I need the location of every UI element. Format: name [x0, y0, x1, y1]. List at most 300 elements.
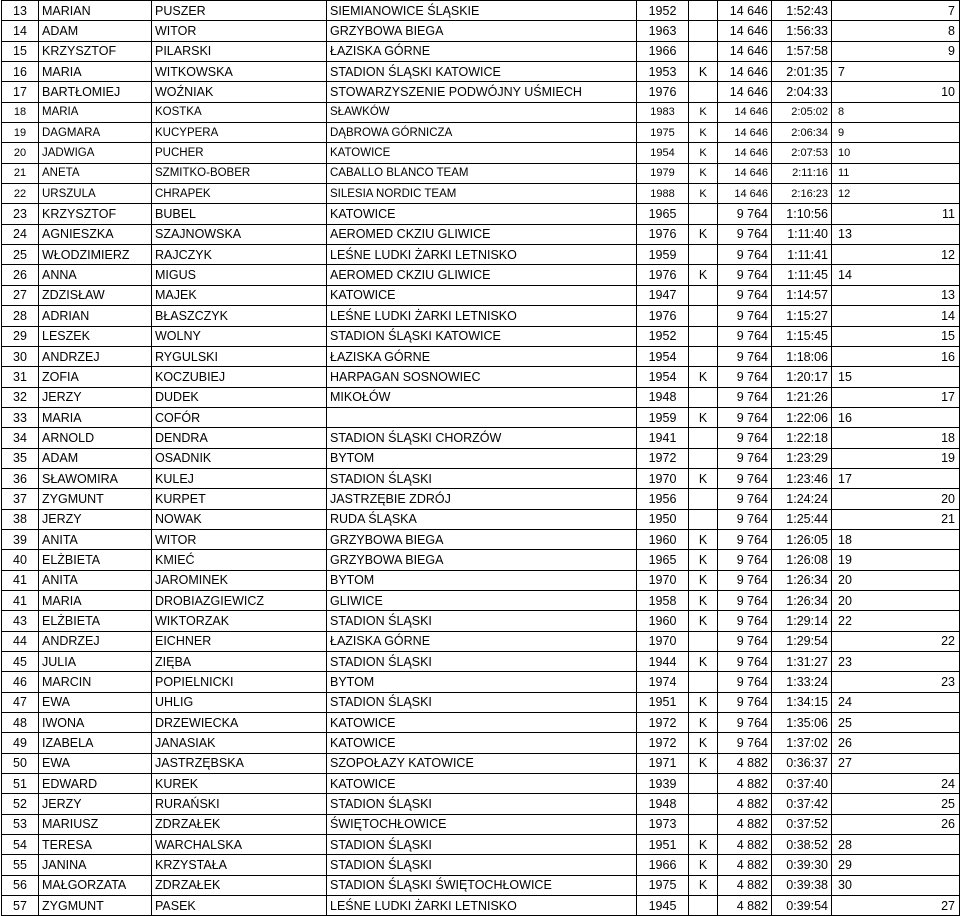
first-name-cell: ELŻBIETA: [39, 611, 152, 631]
place-cell: 56: [2, 875, 39, 895]
table-row: [2, 611, 960, 631]
table-row: [2, 753, 960, 773]
category-rank-cell: 29: [832, 855, 960, 875]
distance-cell: 14 646: [718, 82, 772, 102]
distance-cell: 9 764: [718, 570, 772, 590]
last-name-cell: PILARSKI: [152, 41, 327, 61]
category-rank-cell: 27: [832, 896, 960, 916]
first-name-cell: AGNIESZKA: [39, 224, 152, 244]
distance-cell: 14 646: [718, 1, 772, 21]
last-name-cell: MAJEK: [152, 285, 327, 305]
last-name-cell: KULEJ: [152, 468, 327, 488]
first-name-cell: ANDRZEJ: [39, 631, 152, 651]
club-cell: STADION ŚLĄSKI: [327, 468, 637, 488]
sex-cell: K: [689, 123, 718, 143]
category-rank-cell: 25: [832, 713, 960, 733]
distance-cell: 4 882: [718, 855, 772, 875]
sex-cell: K: [689, 611, 718, 631]
sex-cell: K: [689, 184, 718, 204]
sex-cell: [689, 82, 718, 102]
distance-cell: 9 764: [718, 672, 772, 692]
club-cell: AEROMED CKZIU GLIWICE: [327, 224, 637, 244]
last-name-cell: WIKTORZAK: [152, 611, 327, 631]
sex-cell: K: [689, 62, 718, 82]
club-cell: ŁAZISKA GÓRNE: [327, 631, 637, 651]
club-cell: RUDA ŚLĄSKA: [327, 509, 637, 529]
first-name-cell: TERESA: [39, 835, 152, 855]
place-cell: 22: [2, 184, 39, 204]
distance-cell: 9 764: [718, 204, 772, 224]
category-rank-cell: 9: [832, 41, 960, 61]
birth-year-cell: 1976: [637, 224, 689, 244]
sex-cell: K: [689, 835, 718, 855]
birth-year-cell: 1950: [637, 509, 689, 529]
birth-year-cell: 1944: [637, 652, 689, 672]
category-rank-cell: 23: [832, 652, 960, 672]
table-row: [2, 692, 960, 712]
category-rank-cell: 19: [832, 550, 960, 570]
category-rank-cell: 19: [832, 448, 960, 468]
place-cell: 19: [2, 123, 39, 143]
place-cell: 18: [2, 102, 39, 122]
sex-cell: [689, 428, 718, 448]
time-cell: 1:22:18: [772, 428, 832, 448]
place-cell: 14: [2, 21, 39, 41]
first-name-cell: MARIAN: [39, 1, 152, 21]
table-row: [2, 387, 960, 407]
time-cell: 0:39:38: [772, 875, 832, 895]
birth-year-cell: 1979: [637, 163, 689, 183]
distance-cell: 9 764: [718, 265, 772, 285]
birth-year-cell: 1965: [637, 550, 689, 570]
first-name-cell: SŁAWOMIRA: [39, 468, 152, 488]
first-name-cell: MARIA: [39, 407, 152, 427]
club-cell: KATOWICE: [327, 733, 637, 753]
birth-year-cell: 1970: [637, 631, 689, 651]
time-cell: 1:52:43: [772, 1, 832, 21]
place-cell: 25: [2, 245, 39, 265]
distance-cell: 9 764: [718, 692, 772, 712]
sex-cell: [689, 794, 718, 814]
place-cell: 20: [2, 143, 39, 163]
category-rank-cell: 26: [832, 733, 960, 753]
distance-cell: 9 764: [718, 387, 772, 407]
first-name-cell: JULIA: [39, 652, 152, 672]
results-body: [2, 1, 960, 916]
last-name-cell: CHRAPEK: [152, 184, 327, 204]
last-name-cell: JASTRZĘBSKA: [152, 753, 327, 773]
category-rank-cell: 16: [832, 407, 960, 427]
first-name-cell: IWONA: [39, 713, 152, 733]
results-table: [1, 0, 960, 916]
time-cell: 1:22:06: [772, 407, 832, 427]
place-cell: 47: [2, 692, 39, 712]
first-name-cell: BARTŁOMIEJ: [39, 82, 152, 102]
place-cell: 52: [2, 794, 39, 814]
distance-cell: 9 764: [718, 285, 772, 305]
table-row: [2, 509, 960, 529]
place-cell: 27: [2, 285, 39, 305]
last-name-cell: PASEK: [152, 896, 327, 916]
time-cell: 1:26:05: [772, 529, 832, 549]
distance-cell: 9 764: [718, 468, 772, 488]
club-cell: DĄBROWA GÓRNICZA: [327, 123, 637, 143]
category-rank-cell: 17: [832, 387, 960, 407]
distance-cell: 14 646: [718, 143, 772, 163]
birth-year-cell: 1956: [637, 489, 689, 509]
sex-cell: [689, 448, 718, 468]
last-name-cell: RAJCZYK: [152, 245, 327, 265]
first-name-cell: KRZYSZTOF: [39, 41, 152, 61]
table-row: [2, 550, 960, 570]
birth-year-cell: 1948: [637, 387, 689, 407]
last-name-cell: SZMITKO-BOBER: [152, 163, 327, 183]
time-cell: 1:57:58: [772, 41, 832, 61]
distance-cell: 9 764: [718, 529, 772, 549]
category-rank-cell: 21: [832, 509, 960, 529]
first-name-cell: MARCIN: [39, 672, 152, 692]
club-cell: [327, 407, 637, 427]
table-row: [2, 346, 960, 366]
club-cell: SŁAWKÓW: [327, 102, 637, 122]
club-cell: CABALLO BLANCO TEAM: [327, 163, 637, 183]
distance-cell: 9 764: [718, 611, 772, 631]
time-cell: 1:24:24: [772, 489, 832, 509]
first-name-cell: ZOFIA: [39, 367, 152, 387]
time-cell: 1:18:06: [772, 346, 832, 366]
last-name-cell: RURAŃSKI: [152, 794, 327, 814]
sex-cell: [689, 489, 718, 509]
first-name-cell: JADWIGA: [39, 143, 152, 163]
time-cell: 1:11:40: [772, 224, 832, 244]
category-rank-cell: 24: [832, 692, 960, 712]
time-cell: 1:31:27: [772, 652, 832, 672]
table-row: [2, 285, 960, 305]
table-row: [2, 713, 960, 733]
birth-year-cell: 1945: [637, 896, 689, 916]
place-cell: 33: [2, 407, 39, 427]
category-rank-cell: 18: [832, 428, 960, 448]
sex-cell: [689, 41, 718, 61]
club-cell: BYTOM: [327, 448, 637, 468]
sex-cell: K: [689, 143, 718, 163]
category-rank-cell: 28: [832, 835, 960, 855]
sex-cell: K: [689, 692, 718, 712]
birth-year-cell: 1976: [637, 82, 689, 102]
table-row: [2, 896, 960, 916]
sex-cell: [689, 672, 718, 692]
sex-cell: [689, 326, 718, 346]
birth-year-cell: 1975: [637, 875, 689, 895]
category-rank-cell: 15: [832, 367, 960, 387]
table-row: [2, 1, 960, 21]
club-cell: STADION ŚLĄSKI: [327, 652, 637, 672]
distance-cell: 9 764: [718, 550, 772, 570]
table-row: [2, 143, 960, 163]
club-cell: ŁAZISKA GÓRNE: [327, 41, 637, 61]
category-rank-cell: 16: [832, 346, 960, 366]
birth-year-cell: 1983: [637, 102, 689, 122]
last-name-cell: COFÓR: [152, 407, 327, 427]
last-name-cell: DRZEWIECKA: [152, 713, 327, 733]
birth-year-cell: 1960: [637, 611, 689, 631]
last-name-cell: JANASIAK: [152, 733, 327, 753]
last-name-cell: KUREK: [152, 774, 327, 794]
table-row: [2, 672, 960, 692]
place-cell: 41: [2, 570, 39, 590]
time-cell: 1:11:41: [772, 245, 832, 265]
last-name-cell: DUDEK: [152, 387, 327, 407]
birth-year-cell: 1966: [637, 41, 689, 61]
last-name-cell: WARCHALSKA: [152, 835, 327, 855]
sex-cell: K: [689, 529, 718, 549]
first-name-cell: MAŁGORZATA: [39, 875, 152, 895]
time-cell: 2:06:34: [772, 123, 832, 143]
birth-year-cell: 1975: [637, 123, 689, 143]
birth-year-cell: 1958: [637, 590, 689, 610]
club-cell: GLIWICE: [327, 590, 637, 610]
distance-cell: 4 882: [718, 774, 772, 794]
first-name-cell: MARIUSZ: [39, 814, 152, 834]
club-cell: LEŚNE LUDKI ŻARKI LETNISKO: [327, 245, 637, 265]
distance-cell: 9 764: [718, 509, 772, 529]
distance-cell: 9 764: [718, 631, 772, 651]
birth-year-cell: 1963: [637, 21, 689, 41]
distance-cell: 4 882: [718, 794, 772, 814]
first-name-cell: ANITA: [39, 529, 152, 549]
table-row: [2, 794, 960, 814]
place-cell: 13: [2, 1, 39, 21]
table-row: [2, 367, 960, 387]
birth-year-cell: 1972: [637, 733, 689, 753]
first-name-cell: DAGMARA: [39, 123, 152, 143]
distance-cell: 9 764: [718, 428, 772, 448]
birth-year-cell: 1951: [637, 835, 689, 855]
birth-year-cell: 1960: [637, 529, 689, 549]
time-cell: 1:10:56: [772, 204, 832, 224]
sex-cell: [689, 631, 718, 651]
category-rank-cell: 22: [832, 631, 960, 651]
last-name-cell: EICHNER: [152, 631, 327, 651]
last-name-cell: OSADNIK: [152, 448, 327, 468]
club-cell: KATOWICE: [327, 774, 637, 794]
table-row: [2, 855, 960, 875]
place-cell: 17: [2, 82, 39, 102]
last-name-cell: MIGUS: [152, 265, 327, 285]
category-rank-cell: 10: [832, 82, 960, 102]
table-row: [2, 489, 960, 509]
place-cell: 50: [2, 753, 39, 773]
time-cell: 1:26:08: [772, 550, 832, 570]
category-rank-cell: 11: [832, 163, 960, 183]
table-row: [2, 306, 960, 326]
place-cell: 49: [2, 733, 39, 753]
table-row: [2, 428, 960, 448]
place-cell: 16: [2, 62, 39, 82]
last-name-cell: JAROMINEK: [152, 570, 327, 590]
sex-cell: K: [689, 224, 718, 244]
last-name-cell: KRZYSTAŁA: [152, 855, 327, 875]
club-cell: GRZYBOWA BIEGA: [327, 21, 637, 41]
sex-cell: K: [689, 733, 718, 753]
distance-cell: 9 764: [718, 367, 772, 387]
sex-cell: K: [689, 713, 718, 733]
birth-year-cell: 1976: [637, 265, 689, 285]
birth-year-cell: 1952: [637, 1, 689, 21]
last-name-cell: KOCZUBIEJ: [152, 367, 327, 387]
place-cell: 40: [2, 550, 39, 570]
place-cell: 36: [2, 468, 39, 488]
time-cell: 0:36:37: [772, 753, 832, 773]
time-cell: 1:11:45: [772, 265, 832, 285]
category-rank-cell: 14: [832, 306, 960, 326]
first-name-cell: MARIA: [39, 62, 152, 82]
table-row: [2, 529, 960, 549]
place-cell: 34: [2, 428, 39, 448]
distance-cell: 9 764: [718, 733, 772, 753]
category-rank-cell: 10: [832, 143, 960, 163]
distance-cell: 4 882: [718, 875, 772, 895]
time-cell: 1:21:26: [772, 387, 832, 407]
club-cell: SIEMIANOWICE ŚLĄSKIE: [327, 1, 637, 21]
time-cell: 1:29:54: [772, 631, 832, 651]
place-cell: 35: [2, 448, 39, 468]
last-name-cell: KURPET: [152, 489, 327, 509]
place-cell: 54: [2, 835, 39, 855]
table-row: [2, 407, 960, 427]
club-cell: LEŚNE LUDKI ŻARKI LETNISKO: [327, 306, 637, 326]
first-name-cell: ANNA: [39, 265, 152, 285]
sex-cell: [689, 285, 718, 305]
time-cell: 2:04:33: [772, 82, 832, 102]
club-cell: BYTOM: [327, 672, 637, 692]
sex-cell: [689, 509, 718, 529]
place-cell: 26: [2, 265, 39, 285]
last-name-cell: WOLNY: [152, 326, 327, 346]
distance-cell: 9 764: [718, 489, 772, 509]
birth-year-cell: 1952: [637, 326, 689, 346]
last-name-cell: KUCYPERA: [152, 123, 327, 143]
category-rank-cell: 18: [832, 529, 960, 549]
sex-cell: K: [689, 265, 718, 285]
time-cell: 2:11:16: [772, 163, 832, 183]
birth-year-cell: 1973: [637, 814, 689, 834]
distance-cell: 9 764: [718, 245, 772, 265]
sex-cell: K: [689, 652, 718, 672]
distance-cell: 9 764: [718, 590, 772, 610]
club-cell: BYTOM: [327, 570, 637, 590]
club-cell: GRZYBOWA BIEGA: [327, 550, 637, 570]
time-cell: 0:37:40: [772, 774, 832, 794]
first-name-cell: ANITA: [39, 570, 152, 590]
place-cell: 46: [2, 672, 39, 692]
first-name-cell: JERZY: [39, 387, 152, 407]
category-rank-cell: 27: [832, 753, 960, 773]
last-name-cell: POPIELNICKI: [152, 672, 327, 692]
club-cell: SZOPOŁAZY KATOWICE: [327, 753, 637, 773]
table-row: [2, 326, 960, 346]
table-row: [2, 814, 960, 834]
distance-cell: 9 764: [718, 326, 772, 346]
table-row: [2, 102, 960, 122]
place-cell: 28: [2, 306, 39, 326]
last-name-cell: DENDRA: [152, 428, 327, 448]
distance-cell: 9 764: [718, 713, 772, 733]
table-row: [2, 733, 960, 753]
table-row: [2, 21, 960, 41]
time-cell: 1:26:34: [772, 590, 832, 610]
last-name-cell: KOSTKA: [152, 102, 327, 122]
table-row: [2, 163, 960, 183]
category-rank-cell: 12: [832, 184, 960, 204]
distance-cell: 14 646: [718, 184, 772, 204]
table-row: [2, 448, 960, 468]
first-name-cell: EWA: [39, 753, 152, 773]
table-row: [2, 204, 960, 224]
birth-year-cell: 1947: [637, 285, 689, 305]
club-cell: SILESIA NORDIC TEAM: [327, 184, 637, 204]
category-rank-cell: 13: [832, 285, 960, 305]
club-cell: STADION ŚLĄSKI: [327, 692, 637, 712]
sex-cell: K: [689, 875, 718, 895]
category-rank-cell: 23: [832, 672, 960, 692]
first-name-cell: JERZY: [39, 794, 152, 814]
sex-cell: K: [689, 367, 718, 387]
table-row: [2, 652, 960, 672]
last-name-cell: UHLIG: [152, 692, 327, 712]
club-cell: ŁAZISKA GÓRNE: [327, 346, 637, 366]
sex-cell: [689, 387, 718, 407]
table-row: [2, 184, 960, 204]
category-rank-cell: 20: [832, 570, 960, 590]
table-row: [2, 590, 960, 610]
distance-cell: 9 764: [718, 346, 772, 366]
category-rank-cell: 22: [832, 611, 960, 631]
last-name-cell: ZDRZAŁEK: [152, 875, 327, 895]
last-name-cell: DROBIAZGIEWICZ: [152, 590, 327, 610]
birth-year-cell: 1951: [637, 692, 689, 712]
sex-cell: [689, 1, 718, 21]
last-name-cell: WITKOWSKA: [152, 62, 327, 82]
birth-year-cell: 1970: [637, 468, 689, 488]
place-cell: 57: [2, 896, 39, 916]
first-name-cell: ELŻBIETA: [39, 550, 152, 570]
club-cell: KATOWICE: [327, 143, 637, 163]
sex-cell: K: [689, 753, 718, 773]
place-cell: 29: [2, 326, 39, 346]
sex-cell: K: [689, 590, 718, 610]
sex-cell: [689, 21, 718, 41]
distance-cell: 4 882: [718, 896, 772, 916]
sex-cell: K: [689, 855, 718, 875]
category-rank-cell: 30: [832, 875, 960, 895]
table-row: [2, 224, 960, 244]
place-cell: 45: [2, 652, 39, 672]
category-rank-cell: 11: [832, 204, 960, 224]
place-cell: 15: [2, 41, 39, 61]
category-rank-cell: 8: [832, 102, 960, 122]
sex-cell: [689, 814, 718, 834]
birth-year-cell: 1939: [637, 774, 689, 794]
place-cell: 37: [2, 489, 39, 509]
time-cell: 2:01:35: [772, 62, 832, 82]
club-cell: JASTRZĘBIE ZDRÓJ: [327, 489, 637, 509]
club-cell: STADION ŚLĄSKI: [327, 855, 637, 875]
place-cell: 31: [2, 367, 39, 387]
sex-cell: K: [689, 550, 718, 570]
last-name-cell: PUCHER: [152, 143, 327, 163]
club-cell: ŚWIĘTOCHŁOWICE: [327, 814, 637, 834]
